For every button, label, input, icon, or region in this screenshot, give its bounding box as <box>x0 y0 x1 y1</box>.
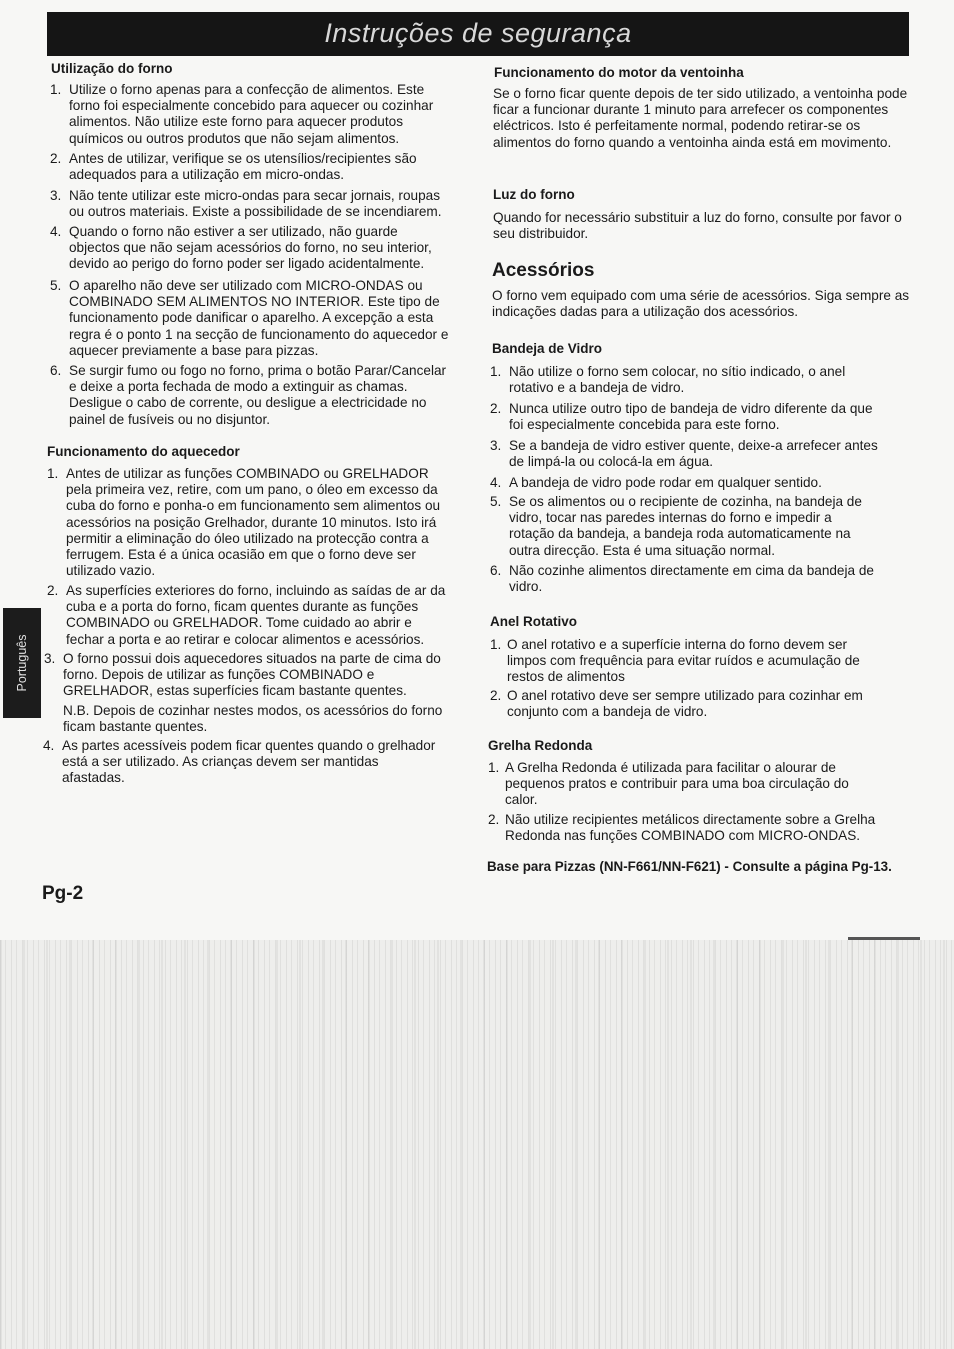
list-item: 1. A Grelha Redonda é utilizada para facilitar o alourar de pequenos pratos e contribuir para uma boa circulação do calor. <box>488 760 849 808</box>
section-heading-acessorios: Acessórios <box>492 260 595 281</box>
list-item: 2. Não utilize recipientes metálicos directamente sobre a Grelha Redonda nas funções COMBINADO com MICRO-ONDAS. <box>488 812 876 844</box>
page-title: Instruções de segurança <box>324 18 632 48</box>
list-item: 2. Antes de utilizar, verifique se os utensílios/recipientes são adequados para a utilização em micro-ondas. <box>50 151 417 183</box>
language-tab <box>3 608 41 718</box>
list-item: 4. A bandeja de vidro pode rodar em qualquer sentido. <box>490 475 822 490</box>
list-item: 1. Utilize o forno apenas para a confecção de alimentos. Este forno foi especialmente concebido para aquecer ou cozinhar alimentos. Não utilize este forno para aquecer produtos químicos ou outros produtos que não sejam alimentos. <box>50 82 434 146</box>
section-heading-ventoinha: Funcionamento do motor da ventoinha <box>494 65 744 80</box>
list-item: 4. As partes acessíveis podem ficar quentes quando o grelhador está a ser utilizado. As crianças devem ser mantidas afastadas. <box>43 738 436 786</box>
section-heading-anel: Anel Rotativo <box>490 614 578 629</box>
paragraph-acessorios: O forno vem equipado com uma série de acessórios. Siga sempre as indicações dadas para a utilização dos acessórios. <box>492 288 910 320</box>
language-tab-label: Português <box>15 634 29 692</box>
page-number: Pg-2 <box>42 883 84 904</box>
section-heading-grelha: Grelha Redonda <box>488 738 593 753</box>
list-item: 3. Não tente utilizar este micro-ondas para secar jornais, roupas ou outros materiais. Existe a possibilidade de se incendiarem. <box>50 188 442 220</box>
list-item: 5. O aparelho não deve ser utilizado com MICRO-ONDAS ou COMBINADO SEM ALIMENTOS NO INTERIOR. Este tipo de funcionamento pode danificar o aparelho. A excepção a esta regra é o ponto 1 na secção de funcionamento do aquecedor e aquecer previamente a base para pizzas. <box>50 278 449 358</box>
list-item: 1. Antes de utilizar as funções COMBINADO ou GRELHADOR pela primeira vez, retire, com um pano, o óleo em excesso da cuba do forno e ponha-o em funcionamento sem alimentos ou acessórios na posição Grelhador, durante 10 minutos. Isto irá permitir a eliminação do óleo utilizado na protecção contra a ferrugem. Esta é a única ocasião em que o forno deve ser utilizado vazio. <box>47 466 441 579</box>
list-item: 2. As superfícies exteriores do forno, incluindo as saídas de ar da cuba e a porta do forno, ficam quentes durante as funções COMBINADO ou GRELHADOR. Tome cuidado ao abrir e fechar a porta e ao retirar e colocar alimentos e acessórios. <box>47 583 446 647</box>
section-heading-luz: Luz do forno <box>493 187 575 202</box>
section-heading-bandeja: Bandeja de Vidro <box>492 341 603 356</box>
section-heading-aquecedor: Funcionamento do aquecedor <box>47 444 240 459</box>
header-bar <box>47 12 909 56</box>
list-item: 5. Se os alimentos ou o recipiente de cozinha, na bandeja de vidro, tocar nas paredes internas do forno e impedir a rotação da bandeja, a bandeja roda automaticamente na outra direcção. Esta é uma situação normal. <box>490 494 862 558</box>
list-item: 2. O anel rotativo deve ser sempre utilizado para cozinhar em conjunto com a bandeja de vidro. <box>490 688 863 720</box>
list-item: 3. O forno possui dois aquecedores situados na parte de cima do forno. Depois de utilizar as funções COMBINADO e GRELHADOR, estas superfícies ficam bastante quentes. N.B. Depois de cozinhar nestes modos, os acessórios do forno ficam bastante quentes. <box>44 651 443 734</box>
list-item: 6. Não cozinhe alimentos directamente em cima da bandeja de vidro. <box>490 563 874 595</box>
section-heading-utilizacao: Utilização do forno <box>51 61 173 76</box>
paragraph-ventoinha: Se o forno ficar quente depois de ter sido utilizado, a ventoinha pode ficar a funcionar durante 1 minuto para arrefecer os componentes eléctricos. Isto é perfeitamente normal, podendo retirar-se os alimentos do forno quando a ventoinha ainda está em movimento. <box>493 86 908 150</box>
list-item: 3. Se a bandeja de vidro estiver quente, deixe-a arrefecer antes de limpá-la ou colocá-la em água. <box>490 438 878 470</box>
base-pizzas-note: Base para Pizzas (NN-F661/NN-F621) - Consulte a página Pg-13. <box>487 859 892 874</box>
scan-background <box>0 940 954 1349</box>
list-item: 6. Se surgir fumo ou fogo no forno, prima o botão Parar/Cancelar e deixe a porta fechada de modo a extinguir as chamas. Desligue o cabo de corrente, ou desligue a electricidade no painel de fusíveis ou no disjuntor. <box>50 363 447 427</box>
list-item: 4. Quando o forno não estiver a ser utilizado, não guarde objectos que não sejam acessórios do forno, no seu interior, devido ao perigo do forno poder ser ligado acidentalmente. <box>50 224 432 272</box>
list-item: 1. Não utilize o forno sem colocar, no sítio indicado, o anel rotativo e a bandeja de vidro. <box>490 364 846 396</box>
paragraph-luz: Quando for necessário substituir a luz do forno, consulte por favor o seu distribuidor. <box>493 210 902 242</box>
list-item: 1. O anel rotativo e a superfície interna do forno devem ser limpos com frequência para evitar ruídos e acumulação de restos de alimentos <box>490 637 860 685</box>
list-item: 2. Nunca utilize outro tipo de bandeja de vidro diferente da que foi especialmente concebida para este forno. <box>490 401 873 433</box>
